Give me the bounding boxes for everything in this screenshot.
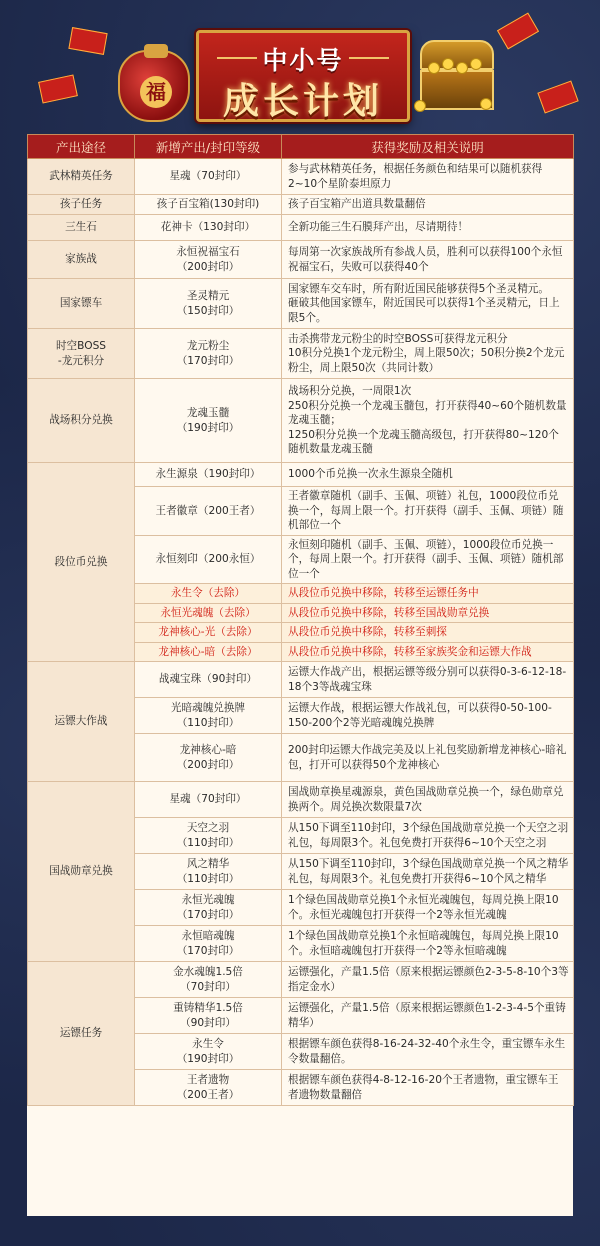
red-envelope-icon [537, 81, 578, 114]
banner-subtitle: 中小号 [262, 46, 344, 75]
fortune-char: 福 [140, 76, 172, 108]
source-cell: 时空BOSS -龙元积分 [28, 329, 135, 379]
source-cell: 三生石 [28, 215, 135, 241]
description-cell: 击杀携带龙元粉尘的时空BOSS可获得龙元积分 10积分兑换1个龙元粉尘，周上限50次；50积分换2个龙元粉尘，周上限50次（共同计数） [282, 329, 574, 379]
description-cell: 国战勋章换星魂源泉，黄色国战勋章兑换一个，绿色勋章兑换两个。周兑换次数限量7次 [282, 782, 574, 818]
table-row [28, 279, 574, 329]
item-cell: 王者遗物 （200王者） [135, 1070, 282, 1106]
description-cell: 200封印运镖大作战完美及以上礼包奖励新增龙神核心-暗礼包，打开可以获得50个龙神核心 [282, 734, 574, 782]
source-cell: 国战勋章兑换 [28, 782, 135, 962]
column-header-description: 获得奖励及相关说明 [282, 135, 574, 159]
description-cell: 国家镖车交车时，所有附近国民能够获得5个圣灵精元。 砸破其他国家镖车，附近国民可以获得1个圣灵精元，日上限5个。 [282, 279, 574, 329]
source-cell: 运镖任务 [28, 962, 135, 1106]
table-row [28, 241, 574, 279]
table-row [28, 962, 574, 998]
table-row [28, 662, 574, 698]
table-body [28, 159, 574, 1106]
item-cell: 永恒光魂魄 （170封印） [135, 890, 282, 926]
source-cell: 国家镖车 [28, 279, 135, 329]
reward-table [27, 134, 574, 1106]
description-cell: 从150下调至110封印，3个绿色国战勋章兑换一个风之精华礼包，每周限3个。礼包免费打开获得6~10个风之精华 [282, 854, 574, 890]
header [0, 0, 600, 134]
description-cell: 孩子百宝箱产出道具数量翻倍 [282, 195, 574, 215]
column-header-item: 新增产出/封印等级 [135, 135, 282, 159]
table-row [28, 159, 574, 195]
item-cell: 龙魂玉髓 （190封印） [135, 379, 282, 463]
title-banner [196, 30, 410, 122]
banner-title: 成长计划 [222, 81, 383, 122]
item-cell: 龙元粉尘 （170封印） [135, 329, 282, 379]
source-cell: 战场积分兑换 [28, 379, 135, 463]
item-cell: 光暗魂魄兑换牌 （110封印） [135, 698, 282, 734]
table-header-row [28, 135, 574, 159]
description-cell: 从段位币兑换中移除，转移至家族奖金和运镖大作战 [282, 642, 574, 662]
description-cell: 从段位币兑换中移除，转移至运镖任务中 [282, 584, 574, 604]
item-cell: 圣灵精元 （150封印） [135, 279, 282, 329]
item-cell: 星魂（70封印） [135, 159, 282, 195]
lucky-bag-icon [118, 50, 190, 122]
table-row [28, 215, 574, 241]
column-header-source: 产出途径 [28, 135, 135, 159]
item-cell: 孩子百宝箱(130封印) [135, 195, 282, 215]
item-cell: 永生令 （190封印） [135, 1034, 282, 1070]
description-cell: 运镖大作战产出，根据运镖等级分别可以获得0-3-6-12-18-18个3等战魂宝珠 [282, 662, 574, 698]
red-envelope-icon [68, 27, 107, 55]
table-row [28, 379, 574, 463]
item-cell: 永恒暗魂魄 （170封印） [135, 926, 282, 962]
description-cell: 从段位币兑换中移除，转移至刺探 [282, 623, 574, 643]
description-cell: 永恒刻印随机（副手、玉佩、项链），1000段位币兑换一个，每周上限一个。打开获得（副手、玉佩、项链）随机部位一个 [282, 535, 574, 584]
treasure-chest-icon [420, 40, 494, 112]
item-cell: 花神卡（130封印） [135, 215, 282, 241]
table-row [28, 782, 574, 818]
description-cell: 从段位币兑换中移除，转移至国战勋章兑换 [282, 603, 574, 623]
source-cell: 孩子任务 [28, 195, 135, 215]
item-cell: 风之精华 （110封印） [135, 854, 282, 890]
source-cell: 家族战 [28, 241, 135, 279]
source-cell: 武林精英任务 [28, 159, 135, 195]
item-cell: 永生源泉（190封印） [135, 463, 282, 487]
table-row [28, 195, 574, 215]
description-cell: 参与武林精英任务，根据任务颜色和结果可以随机获得2~10个星阶泰坦原力 [282, 159, 574, 195]
description-cell: 1000个币兑换一次永生源泉全随机 [282, 463, 574, 487]
table-row [28, 463, 574, 487]
description-cell: 1个绿色国战勋章兑换1个永恒暗魂魄包，每周兑换上限10个。永恒暗魂魄包打开获得一个2等永恒暗魂魄 [282, 926, 574, 962]
table-row [28, 329, 574, 379]
description-cell: 每周第一次家族战所有参战人员，胜利可以获得100个永恒祝福宝石，失败可以获得40个 [282, 241, 574, 279]
item-cell: 龙神核心-暗 （200封印） [135, 734, 282, 782]
description-cell: 运镖大作战，根据运镖大作战礼包，可以获得0-50-100-150-200个2等光暗魂魄兑换牌 [282, 698, 574, 734]
item-cell: 战魂宝珠（90封印） [135, 662, 282, 698]
description-cell: 根据镖车颜色获得4-8-12-16-20个王者遗物，重宝镖车王者遗物数量翻倍 [282, 1070, 574, 1106]
red-envelope-icon [497, 12, 539, 49]
description-cell: 1个绿色国战勋章兑换1个永恒光魂魄包，每周兑换上限10个。永恒光魂魄包打开获得一个2等永恒光魂魄 [282, 890, 574, 926]
description-cell: 根据镖车颜色获得8-16-24-32-40个永生令，重宝镖车永生令数量翻倍。 [282, 1034, 574, 1070]
description-cell: 全新功能三生石膜拜产出，尽请期待！ [282, 215, 574, 241]
item-cell: 重铸精华1.5倍 （90封印） [135, 998, 282, 1034]
item-cell: 龙神核心-光（去除） [135, 623, 282, 643]
description-cell: 运镖强化，产量1.5倍（原来根据运镖颜色1-2-3-4-5个重铸精华） [282, 998, 574, 1034]
description-cell: 运镖强化，产量1.5倍（原来根据运镖颜色2-3-5-8-10个3等指定金水） [282, 962, 574, 998]
description-cell: 从150下调至110封印，3个绿色国战勋章兑换一个天空之羽礼包，每周限3个。礼包免费打开获得6~10个天空之羽 [282, 818, 574, 854]
item-cell: 星魂（70封印） [135, 782, 282, 818]
item-cell: 永恒光魂魄（去除） [135, 603, 282, 623]
item-cell: 永生令（去除） [135, 584, 282, 604]
item-cell: 王者徽章（200王者） [135, 487, 282, 536]
item-cell: 龙神核心-暗（去除） [135, 642, 282, 662]
item-cell: 天空之羽 （110封印） [135, 818, 282, 854]
red-envelope-icon [38, 74, 78, 103]
growth-plan-table [27, 134, 573, 1216]
item-cell: 永恒祝福宝石 （200封印） [135, 241, 282, 279]
source-cell: 运镖大作战 [28, 662, 135, 782]
item-cell: 金水魂魄1.5倍 （70封印） [135, 962, 282, 998]
description-cell: 王者徽章随机（副手、玉佩、项链）礼包，1000段位币兑换一个，每周上限一个。打开获得（副手、玉佩、项链）随机部位一个 [282, 487, 574, 536]
description-cell: 战场积分兑换，一周限1次 250积分兑换一个龙魂玉髓包，打开获得40~60个随机数量龙魂玉髓； 1250积分兑换一个龙魂玉髓高级包，打开获得80~120个随机数量龙魂玉髓 [282, 379, 574, 463]
source-cell: 段位币兑换 [28, 463, 135, 662]
item-cell: 永恒刻印（200永恒） [135, 535, 282, 584]
